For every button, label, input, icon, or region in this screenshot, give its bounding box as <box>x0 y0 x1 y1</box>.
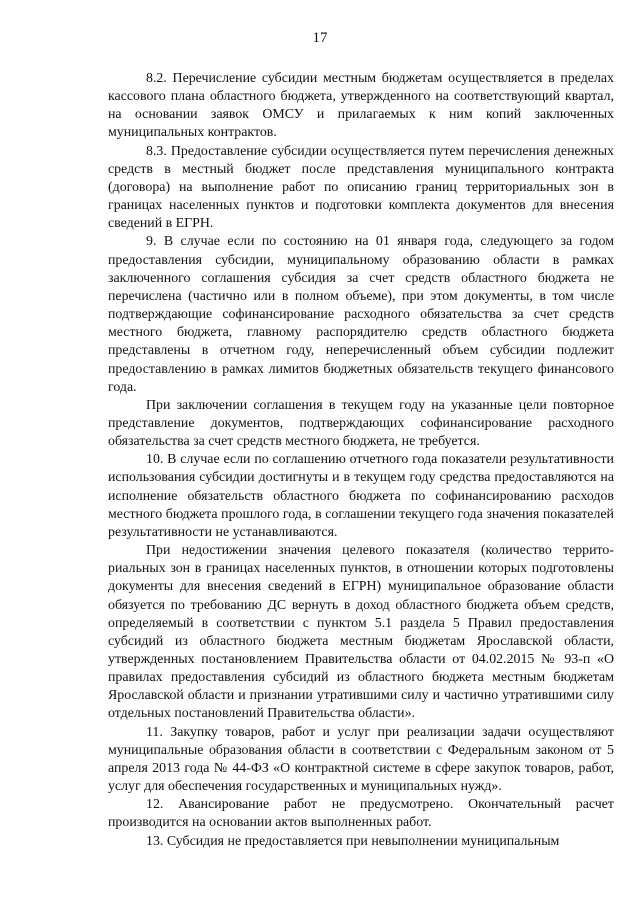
paragraph-12: 12. Авансирование работ не предусмотрено. Окончательный расчет производится на основании актов выполненных работ. <box>108 797 614 831</box>
paragraph-10-continuation: При недостижении значения целевого показателя (количество территориальных зон в границах населенных пунктов, в отношении которых подготовлены документы для внесения сведений в ЕГРН) муниципальное образование области обязуется по требованию ДС вернуть в доход областного бюджета объем средств, определяемый в соответствии с пунктом 5.1 раздела 5 Правил предоставления субсидий из областного бюджета местным бюджетам Ярославской области, утвержденных постановлением Правительства области от 04.02.2015 № 93-п «О правилах предоставления субсидий из областного бюджета местным бюджетам Ярославской области и признании утратившими силу и частично утратившими силу отдельных постановлений Правительства области». <box>108 543 614 722</box>
paragraph-11: 11. Закупку товаров, работ и услуг при реализации задачи осуществляют муниципальные образования области в соответствии с Федеральным законом от 5 апреля 2013 года № 44-ФЗ «О контрактной системе в сфере закупок товаров, работ, услуг для обеспечения государственных и муниципальных нужд». <box>108 724 614 795</box>
paragraph-10: 10. В случае если по соглашению отчетного года показатели результативности использования субсидии достигнуты и в текущем году средства предоставляются на исполнение обязательств областного бюджета по софинансированию расходов местного бюджета прошлого года, в соглашении текущего года значения показателей результативности не устанавливаются. <box>108 452 614 540</box>
paragraph-9: 9. В случае если по состоянию на 01 января года, следующего за годом предоставления субсидии, муниципальному образованию области в рамках заключенного соглашения субсидия за счет средств областного бюджета не перечислена (частично или в полном объеме), при этом документы, в том числе подтверждающие софинансирование расходного обязательства за счет средств местного бюджета, главному распорядителю средств областного бюджета представлены в отчетном году, неперечисленный объем субсидии подлежит предоставлению в рамках лимитов бюджетных обязательств текущего финансового года. <box>108 234 614 395</box>
paragraph-13: 13. Субсидия не предоставляется при невыполнении муниципальным <box>146 833 560 849</box>
paragraph-9-continuation: При заключении соглашения в текущем году на указанные цели повторное представление документов, подтверждающих софинансирование расходного обязательства за счет средств местного бюджета, не требуется. <box>108 397 614 450</box>
paragraph-8-2: 8.2. Перечисление субсидии местным бюджетам осуществляется в пределах кассового плана областного бюджета, утвержденного на соответствующий квартал, на основании заявок ОМСУ и прилагаемых к ним копий заключенных муниципальных контрактов. <box>108 71 614 141</box>
paragraph-8-3: 8.3. Предоставление субсидии осуществляется путем перечисления денежных средств в местный бюджет после представления муниципального контракта (договора) на выполнение работ по описанию границ территориальных зон в границах населенных пунктов и подготовки комплекта документов для внесения сведений в ЕГРН. <box>108 143 614 232</box>
document-text <box>108 70 614 851</box>
page-number: 17 <box>312 30 328 46</box>
